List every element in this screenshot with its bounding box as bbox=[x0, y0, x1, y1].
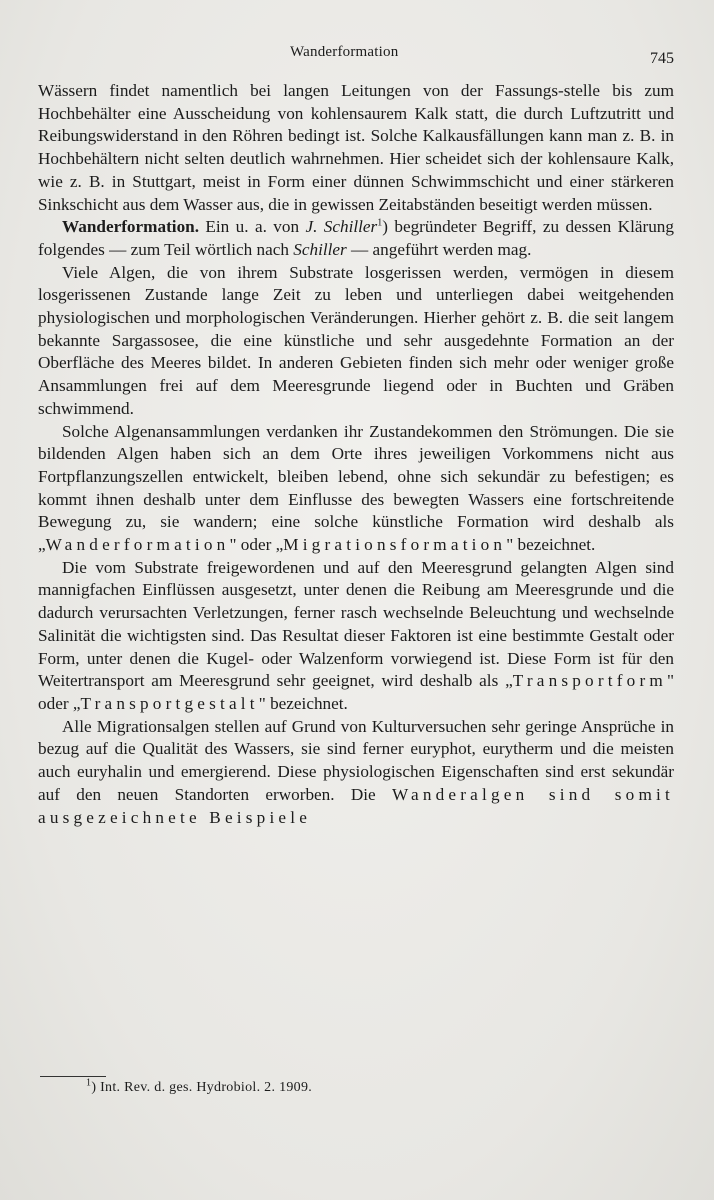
paragraph bbox=[38, 557, 674, 716]
paragraph-text: Alle Migrationsalgen stellen auf Grund von Kulturversuchen sehr geringe Ansprüche in bezug auf die Qualität des Wassers, sie sind ferner euryphot, eurytherm und die meisten auch euryhalin und emergierend. Diese physiologischen Eigenschaften sind erst sekundär auf den neuen Standorten erworben. Die bbox=[38, 716, 674, 804]
paragraph bbox=[38, 716, 674, 830]
author-name: J. Schiller bbox=[305, 217, 378, 237]
paragraph-entry bbox=[38, 216, 674, 261]
spaced-term: Wanderformation bbox=[45, 535, 230, 555]
running-head: Wanderformation bbox=[290, 44, 399, 60]
paragraph-text: ) begründeter Begriff, zu dessen Klärung folgendes — zum Teil wörtlich nach bbox=[38, 217, 674, 259]
footnote bbox=[86, 1077, 313, 1096]
entry-headword: Wanderformation. bbox=[62, 217, 200, 237]
paragraph-text: " bezeichnet. bbox=[258, 693, 348, 713]
paragraph-text: " oder „ bbox=[229, 535, 284, 555]
footnote-text: ) Int. Rev. d. ges. Hydrobiol. 2. 1909. bbox=[91, 1080, 313, 1095]
author-name: Schiller bbox=[293, 239, 347, 259]
page-number: 745 bbox=[650, 50, 674, 67]
footnote-marker: 1 bbox=[86, 1077, 92, 1089]
paragraph-continuation: Wässern findet namentlich bei langen Leitungen von der Fassungs-stelle bis zum Hochbehälter eine Ausscheidung von kohlensaurem Kalk statt, die durch Luftzutritt und Reibungswiderstand in den Röhren bedingt ist. Solche Kalkausfällungen kann man z. B. in Hochbehältern nicht selten deutlich wahrnehmen. Hier scheidet sich der kohlensaure Kalk, wie z. B. in Stuttgart, meist in Form einer dünnen Schwimmschicht und einer stärkeren Sinkschicht aus dem Wasser aus, die in gewissen Zeitabständen beseitigt werden müssen. bbox=[38, 81, 674, 214]
paragraph: Viele Algen, die von ihrem Substrate losgerissen werden, vermögen in diesem losgerissenen Zustande lange Zeit zu leben und unterliegen dabei weitgehenden physiologischen und morphologischen Veränderungen. Hierher gehört z. B. die seit langem bekannte Sargassosee, die eine künstliche und sehr ausgedehnte Formation an der Oberfläche des Meeres bildet. In anderen Gebieten finden sich mehr oder weniger große Ansammlungen frei auf dem Meeresgrunde liegend oder in Buchten und Gräben schwimmend. bbox=[38, 262, 674, 418]
paragraph-text: Ein u. a. von bbox=[199, 217, 306, 237]
paragraph-text: — angeführt werden mag. bbox=[346, 239, 532, 259]
paragraph-text: " oder „ bbox=[38, 671, 674, 713]
spaced-term: Transportform bbox=[512, 671, 667, 691]
spaced-term: Transportgestalt bbox=[80, 693, 259, 713]
footnote-marker: 1 bbox=[377, 217, 383, 229]
paragraph-text: " bezeichnet. bbox=[506, 535, 596, 555]
spaced-term: Migrationsformation bbox=[283, 535, 507, 555]
spaced-term: Wanderalgen sind somit ausgezeichnete Beispiele bbox=[38, 784, 674, 827]
paragraph-text: Die vom Substrate freigewordenen und auf den Meeresgrund gelangten Algen sind mannigfachen Einflüssen ausgesetzt, unter denen die Reibung am Meeresgrunde und die dadurch verursachten Verletzungen, ferner rasch wechselnde Beleuchtung und wechselnde Salinität die wichtigsten sind. Das Resultat dieser Faktoren ist eine bestimmte Gestalt oder Form, unter denen die Kugel- oder Walzenform vorwiegend ist. Diese Form ist für den Weitertransport am Meeresgrund sehr geeignet, wird deshalb als „ bbox=[38, 557, 674, 691]
footnote-divider bbox=[40, 1076, 106, 1077]
paragraph bbox=[38, 421, 674, 557]
body-text bbox=[38, 80, 674, 829]
paragraph-text: Solche Algenansammlungen verdanken ihr Zustandekommen den Strömungen. Die sie bildenden Algen haben sich an dem Orte ihres jeweiligen Vorkommens nicht aus Fortpflanzungszellen entwickelt, bleiben lebend, ohne sich sekundär zu befestigen; es kommt ihnen deshalb unter dem Einflusse des bewegten Wassers eine fortschreitende Bewegung zu, sie wandern; eine solche künstliche Formation wird deshalb als „ bbox=[38, 421, 674, 555]
